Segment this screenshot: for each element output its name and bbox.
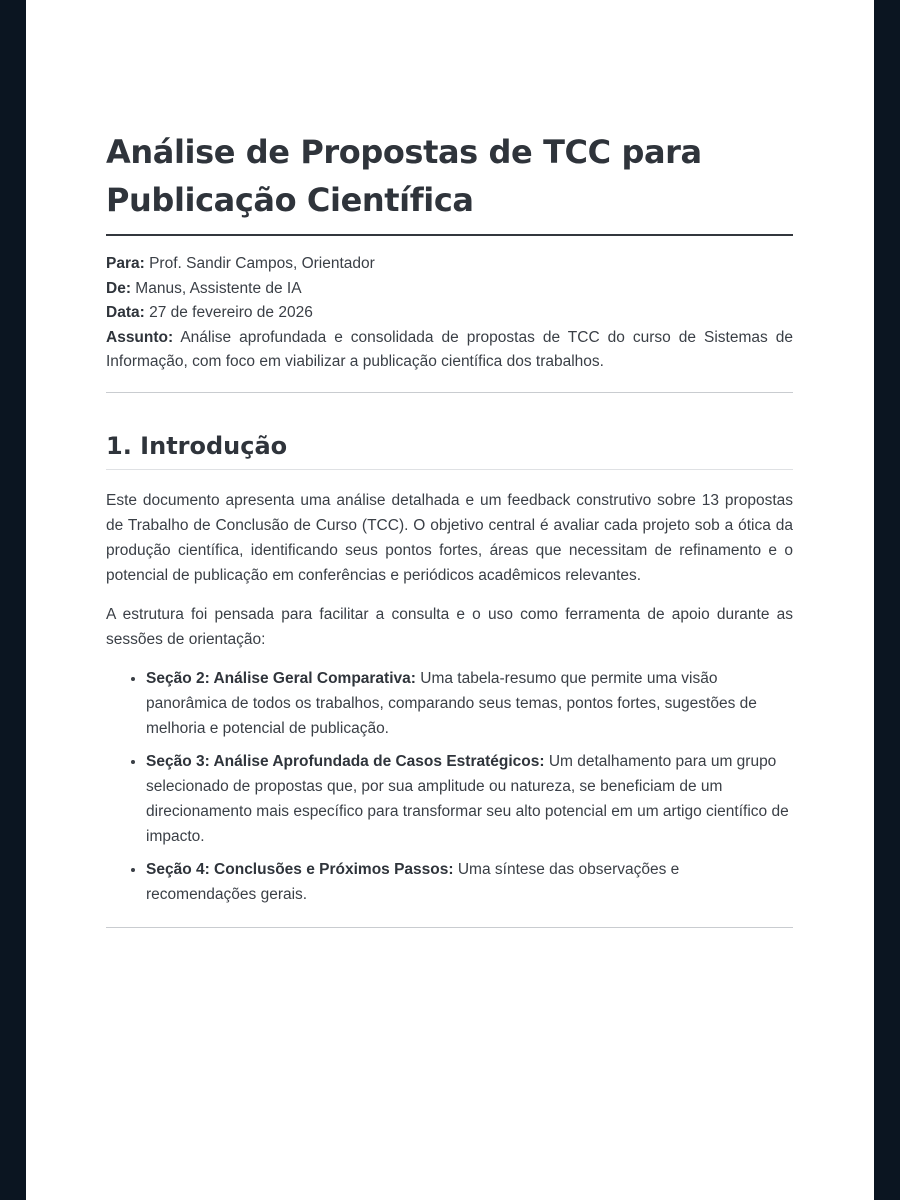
memo-to-value: Prof. Sandir Campos, Orientador [149,255,375,272]
memo-header [106,252,793,375]
list-item-title: Seção 2: Análise Geral Comparativa: [146,669,416,687]
memo-subject [106,326,793,375]
document-title: Análise de Propostas de TCC para Publicação Científica [106,128,793,236]
memo-subject-label: Assunto: [106,328,174,346]
list-item [146,857,793,907]
list-item [146,749,793,849]
memo-to [106,252,793,277]
list-item-title: Seção 4: Conclusões e Próximos Passos: [146,860,454,878]
memo-from [106,277,793,302]
memo-from-label: De: [106,279,131,297]
intro-paragraph-1: Este documento apresenta uma análise detalhada e um feedback construtivo sobre 13 propostas de Trabalho de Conclusão de Curso (TCC). O objetivo central é avaliar cada projeto sob a ótica da produção científica, identificando seus pontos fortes, áreas que necessitam de refinamento e o potencial de publicação em conferências e periódicos acadêmicos relevantes. [106,491,793,584]
document-page [26,0,874,1200]
section-divider [106,927,793,928]
list-item-text: Um detalhamento para um grupo selecionado de propostas que, por sua amplitude ou natureza, se beneficiam de um direcionamento mais específico para transformar seu alto potencial em um artigo científico de impacto. [146,752,789,845]
list-item-title: Seção 3: Análise Aprofundada de Casos Estratégicos: [146,752,545,770]
memo-subject-value: Análise aprofundada e consolidada de propostas de TCC do curso de Sistemas de Informação, com foco em viabilizar a publicação científica dos trabalhos. [106,328,793,370]
memo-date [106,301,793,326]
section-heading-introduction: 1. Introdução [106,430,793,470]
memo-date-label: Data: [106,304,145,321]
list-item-text: Uma síntese das observações e recomendações gerais. [146,860,680,903]
list-item-text: Uma tabela-resumo que permite uma visão panorâmica de todos os trabalhos, comparando seus temas, pontos fortes, sugestões de melhoria e potencial de publicação. [146,669,757,737]
memo-date-value: 27 de fevereiro de 2026 [149,304,313,321]
intro-paragraph-2: A estrutura foi pensada para facilitar a consulta e o uso como ferramenta de apoio durante as sessões de orientação: [106,605,793,648]
header-divider [106,392,793,393]
structure-list [106,666,793,907]
list-item [146,666,793,741]
memo-to-label: Para: [106,255,145,272]
memo-from-value: Manus, Assistente de IA [135,279,302,297]
